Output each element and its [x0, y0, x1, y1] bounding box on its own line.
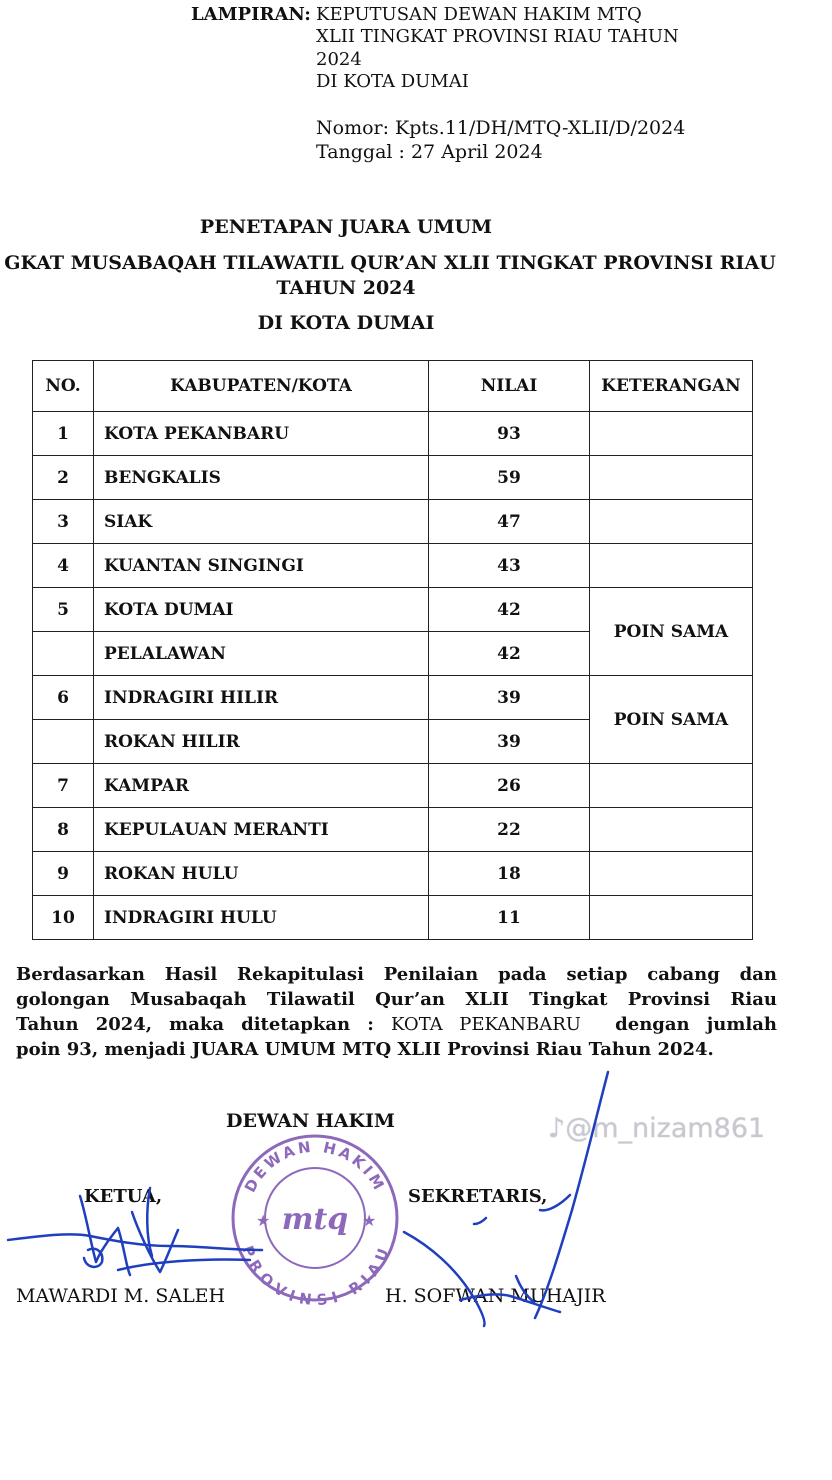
row-no: 1: [33, 412, 94, 456]
table-row: [33, 412, 753, 456]
row-note: [590, 808, 753, 852]
secretary-name: H. SOFWAN MUHAJIR: [385, 1285, 606, 1307]
row-no: 10: [33, 896, 94, 940]
row-no: 4: [33, 544, 94, 588]
row-name: KOTA DUMAI: [94, 588, 429, 632]
row-no: [33, 720, 94, 764]
row-value: 26: [429, 764, 590, 808]
header-no: NO.: [33, 361, 94, 412]
row-note: [590, 764, 753, 808]
row-name: KUANTAN SINGINGI: [94, 544, 429, 588]
row-no: 6: [33, 676, 94, 720]
row-name: INDRAGIRI HULU: [94, 896, 429, 940]
winner-name: KOTA PEKANBARU: [390, 1014, 581, 1035]
title-line-3: TAHUN 2024: [276, 277, 416, 299]
row-no: 5: [33, 588, 94, 632]
title-line-4: DI KOTA DUMAI: [257, 312, 435, 334]
official-stamp: [233, 1136, 397, 1309]
paragraph-line-3: [16, 1012, 777, 1037]
row-name: KAMPAR: [94, 764, 429, 808]
table-row: [33, 676, 753, 720]
stamp-star-icon: ★: [256, 1211, 271, 1230]
row-note: [590, 456, 753, 500]
row-name: ROKAN HULU: [94, 852, 429, 896]
header-note: KETERANGAN: [590, 361, 753, 412]
table-row: [33, 896, 753, 940]
row-value: 11: [429, 896, 590, 940]
paragraph-line-2: golongan Musabaqah Tilawatil Qur’an XLII Tingkat Provinsi Riau: [16, 989, 777, 1010]
table-row: [33, 544, 753, 588]
table-row: [33, 808, 753, 852]
row-value: 42: [429, 588, 590, 632]
table-row: [33, 456, 753, 500]
paragraph-line-3-start: Tahun 2024, maka ditetapkan :: [16, 1014, 374, 1035]
row-note: [590, 852, 753, 896]
svg-text:PROVINSI RIAU: [238, 1243, 393, 1309]
table-row: [33, 852, 753, 896]
row-note: [590, 544, 753, 588]
row-no: 8: [33, 808, 94, 852]
tiktok-icon: ♪: [548, 1113, 566, 1144]
stamp-center-logo: mtq: [281, 1202, 349, 1237]
chair-role: KETUA,: [84, 1186, 163, 1207]
row-value: 39: [429, 676, 590, 720]
results-table: [32, 360, 753, 940]
row-no: 2: [33, 456, 94, 500]
council-heading: DEWAN HAKIM: [226, 1110, 395, 1132]
secretary-role: SEKRETARIS,: [408, 1186, 548, 1207]
lampiran-line-4: DI KOTA DUMAI: [316, 71, 469, 92]
header-value: NILAI: [429, 361, 590, 412]
row-no: 9: [33, 852, 94, 896]
chair-name: MAWARDI M. SALEH: [16, 1285, 226, 1307]
row-value: 18: [429, 852, 590, 896]
row-value: 22: [429, 808, 590, 852]
row-value: 59: [429, 456, 590, 500]
stamp-star-icon: ★: [362, 1211, 377, 1230]
row-value: 93: [429, 412, 590, 456]
row-no: 7: [33, 764, 94, 808]
decision-paragraph: [16, 962, 777, 1062]
title-line-2: GKAT MUSABAQAH TILAWATIL QUR’AN XLII TINGKAT PROVINSI RIAU: [4, 252, 776, 274]
row-value: 43: [429, 544, 590, 588]
stamp-bottom-text: PROVINSI RIAU: [238, 1243, 394, 1310]
row-name: INDRAGIRI HILIR: [94, 676, 429, 720]
svg-text:DEWAN HAKIM: [241, 1138, 389, 1196]
row-name: SIAK: [94, 500, 429, 544]
stamp-top-text: DEWAN HAKIM: [240, 1137, 390, 1196]
lampiran-line-2: XLII TINGKAT PROVINSI RIAU TAHUN: [316, 26, 679, 47]
row-value: 42: [429, 632, 590, 676]
row-name: PELALAWAN: [94, 632, 429, 676]
table-row: [33, 588, 753, 632]
lampiran-label: LAMPIRAN:: [191, 4, 311, 25]
row-note: [590, 412, 753, 456]
row-value: 47: [429, 500, 590, 544]
row-note: [590, 500, 753, 544]
paragraph-line-4: poin 93, menjadi JUARA UMUM MTQ XLII Provinsi Riau Tahun 2024.: [16, 1039, 714, 1060]
row-no: 3: [33, 500, 94, 544]
table-row: [33, 500, 753, 544]
row-note: [590, 896, 753, 940]
row-name: KOTA PEKANBARU: [94, 412, 429, 456]
paragraph-line-1: Berdasarkan Hasil Rekapitulasi Penilaian pada setiap cabang dan: [16, 964, 777, 985]
document-date: Tanggal : 27 April 2024: [316, 141, 543, 163]
row-name: BENGKALIS: [94, 456, 429, 500]
header-name: KABUPATEN/KOTA: [94, 361, 429, 412]
lampiran-line-3: 2024: [316, 49, 362, 70]
row-name: KEPULAUAN MERANTI: [94, 808, 429, 852]
document-number: Nomor: Kpts.11/DH/MTQ-XLII/D/2024: [316, 117, 686, 139]
lampiran-line-1: KEPUTUSAN DEWAN HAKIM MTQ: [316, 4, 642, 25]
watermark-text: ♪@m_nizam861: [548, 1113, 766, 1144]
table-row: [33, 764, 753, 808]
tie-note: POIN SAMA: [590, 588, 753, 676]
paragraph-line-3-end: dengan jumlah: [615, 1014, 777, 1035]
table-header-row: [33, 361, 753, 412]
row-no: [33, 632, 94, 676]
row-name: ROKAN HILIR: [94, 720, 429, 764]
title-line-1: PENETAPAN JUARA UMUM: [199, 216, 493, 238]
tie-note: POIN SAMA: [590, 676, 753, 764]
row-value: 39: [429, 720, 590, 764]
